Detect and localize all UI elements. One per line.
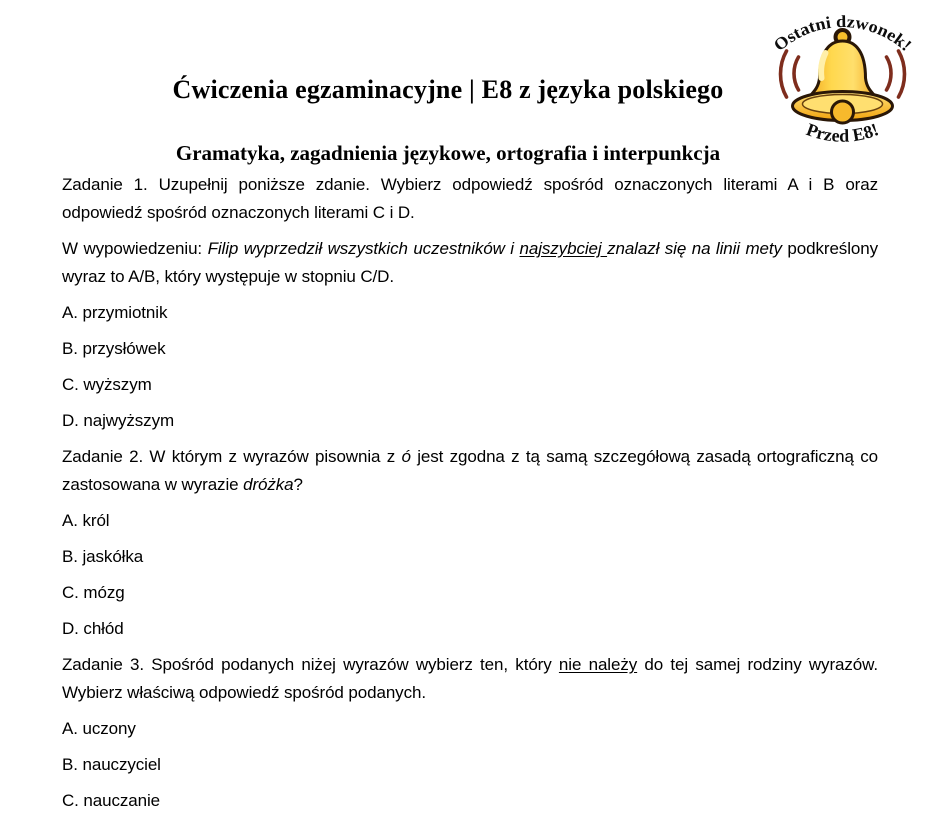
- text-segment: podkreślony wyraz to A/B, który występuje w stopniu C/D.: [62, 239, 878, 286]
- bell-icon: [793, 30, 893, 123]
- logo-top-text: Ostatni dzwonek!: [770, 12, 915, 55]
- text-segment: znalazł się na linii mety: [607, 239, 782, 258]
- task-1-sentence: [62, 235, 878, 291]
- answer-option: D. chłód: [62, 619, 124, 638]
- answer-option: A. król: [62, 511, 110, 530]
- answer-option: A. przymiotnik: [62, 303, 168, 322]
- task-zadanie-1: [62, 171, 878, 435]
- text-segment: Zadanie 3. Spośród podanych niżej wyrazów wybierz ten, który: [62, 655, 559, 674]
- answer-option: B. jaskółka: [62, 547, 144, 566]
- text-segment: Zadanie 2. W którym z wyrazów pisownia z: [62, 447, 402, 466]
- text-segment: do tej samej rodziny wyrazów. Wybierz właściwą odpowiedź spośród podanych.: [62, 655, 878, 702]
- task-3-options: [62, 715, 878, 815]
- text-segment: nie należy: [558, 655, 638, 674]
- logo: [761, 0, 924, 152]
- task-zadanie-3: [62, 651, 878, 815]
- answer-option: C. mózg: [62, 583, 125, 602]
- text-segment: dróżka: [243, 475, 294, 494]
- task-1-intro: [62, 171, 878, 227]
- logo-bottom-text: Przed E8!: [803, 119, 882, 146]
- bell-logo-graphic: [761, 0, 924, 152]
- task-3-intro: [62, 651, 878, 707]
- tasks-content: [62, 171, 878, 815]
- text-segment: ?: [293, 475, 303, 494]
- answer-option: B. przysłówek: [62, 339, 166, 358]
- answer-option: B. nauczyciel: [62, 755, 161, 774]
- document-header: [58, 0, 838, 166]
- answer-option: A. uczony: [62, 719, 136, 738]
- page-title: Ćwiczenia egzaminacyjne | E8 z języka polskiego: [172, 75, 724, 104]
- text-segment: ó: [401, 447, 411, 466]
- task-2-options: [62, 507, 878, 643]
- text-segment: Filip wyprzedził wszystkich uczestników i: [207, 239, 520, 258]
- answer-option: C. nauczanie: [62, 791, 161, 810]
- answer-option: D. najwyższym: [62, 411, 175, 430]
- text-segment: W wypowiedzeniu:: [62, 239, 208, 258]
- text-segment: najszybciej: [519, 239, 608, 258]
- task-2-intro: [62, 443, 878, 499]
- task-zadanie-2: [62, 443, 878, 643]
- page-subtitle: Gramatyka, zagadnienia językowe, ortografia i interpunkcja: [175, 141, 721, 165]
- text-segment: jest zgodna z tą samą szczegółową zasadą ortograficzną co zastosowana w wyrazie: [62, 447, 878, 494]
- text-segment: Zadanie 1. Uzupełnij poniższe zdanie. Wybierz odpowiedź spośród oznaczonych literami A i B oraz odpowiedź spośród oznaczonych literami C i D.: [62, 175, 878, 222]
- task-1-options: [62, 299, 878, 435]
- answer-option: C. wyższym: [62, 375, 152, 394]
